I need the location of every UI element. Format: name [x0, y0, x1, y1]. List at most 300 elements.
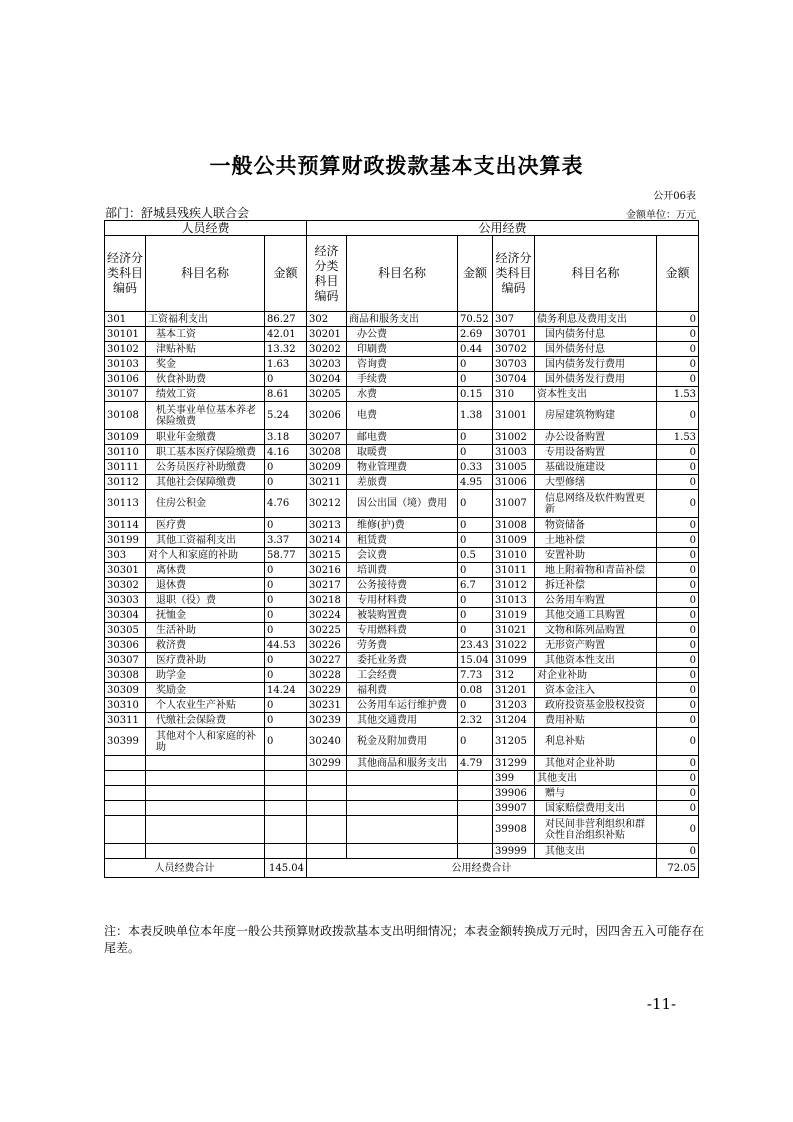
cell-name: 个人农业生产补贴 [146, 698, 265, 713]
table-row [105, 327, 699, 342]
cell-name: 文物和陈列品购置 [535, 623, 657, 638]
table-row [105, 518, 699, 533]
table-row [105, 593, 699, 608]
cell-name: 维修(护)费 [347, 518, 458, 533]
section-header-row [105, 221, 699, 236]
cell-code: 31013 [493, 593, 535, 608]
cell-name: 劳务费 [347, 638, 458, 653]
cell-amount: 0 [657, 771, 699, 786]
cell-name: 房屋建筑物购建 [535, 402, 657, 430]
cell-amount: 23.43 [458, 638, 493, 653]
cell-name: 伙食补助费 [146, 372, 265, 387]
cell-name: 资本性支出 [535, 387, 657, 402]
cell-code: 31201 [493, 683, 535, 698]
cell-code: 30209 [307, 460, 347, 475]
cell-amount: 0 [458, 728, 493, 756]
cell-name: 奖金 [146, 357, 265, 372]
cell-amount: 0 [657, 578, 699, 593]
cell-code: 31204 [493, 713, 535, 728]
cell-code: 31003 [493, 445, 535, 460]
cell-code: 31010 [493, 548, 535, 563]
cell-name: 地上附着物和青苗补偿 [535, 563, 657, 578]
cell-amount: 70.52 [458, 312, 493, 327]
cell-code: 31021 [493, 623, 535, 638]
cell-amount: 2.32 [458, 713, 493, 728]
form-code: 公开06表 [653, 191, 696, 202]
cell-code: 30228 [307, 668, 347, 683]
cell-code [105, 786, 146, 801]
cell-code: 30226 [307, 638, 347, 653]
cell-code: 399 [493, 771, 535, 786]
cell-amount: 5.24 [265, 402, 307, 430]
cell-name: 对个人和家庭的补助 [146, 548, 265, 563]
cell-amount: 0.5 [458, 548, 493, 563]
cell-amount: 0 [657, 638, 699, 653]
cell-amount: 0 [265, 563, 307, 578]
table-row [105, 608, 699, 623]
cell-code: 30399 [105, 728, 146, 756]
cell-code: 30701 [493, 327, 535, 342]
cell-name: 政府投资基金股权投资 [535, 698, 657, 713]
cell-code: 30111 [105, 460, 146, 475]
table-row [105, 713, 699, 728]
cell-code: 30299 [307, 756, 347, 771]
cell-name: 无形资产购置 [535, 638, 657, 653]
cell-name: 差旅费 [347, 475, 458, 490]
cell-amount: 0 [657, 698, 699, 713]
cell-code: 307 [493, 312, 535, 327]
cell-name: 其他社会保障缴费 [146, 475, 265, 490]
cell-code: 30217 [307, 578, 347, 593]
totals-row [105, 859, 699, 878]
cell-amount: 0 [265, 713, 307, 728]
cell-amount: 8.61 [265, 387, 307, 402]
cell-amount: 0 [265, 578, 307, 593]
page-title: 一般公共预算财政拨款基本支出决算表 [209, 153, 584, 178]
table-row [105, 801, 699, 816]
cell-amount [458, 816, 493, 844]
cell-amount: 58.77 [265, 548, 307, 563]
cell-name: 商品和服务支出 [347, 312, 458, 327]
cell-name: 物资储备 [535, 518, 657, 533]
table-row [105, 786, 699, 801]
cell-name: 被装购置费 [347, 608, 458, 623]
cell-name: 因公出国（境）费用 [347, 490, 458, 518]
table-row [105, 698, 699, 713]
cell-amount [265, 756, 307, 771]
cell-name [347, 771, 458, 786]
cell-amount: 0 [458, 430, 493, 445]
cell-amount: 7.73 [458, 668, 493, 683]
cell-name: 物业管理费 [347, 460, 458, 475]
cell-amount: 0 [657, 402, 699, 430]
cell-name [146, 771, 265, 786]
cell-amount: 4.79 [458, 756, 493, 771]
table-row [105, 668, 699, 683]
cell-amount: 0 [657, 518, 699, 533]
cell-amount: 0 [657, 668, 699, 683]
cell-code [105, 801, 146, 816]
cell-code [307, 801, 347, 816]
cell-name [146, 816, 265, 844]
cell-name: 大型修缮 [535, 475, 657, 490]
department-label: 部门：舒城县残疾人联合会 [105, 206, 250, 220]
table-row [105, 312, 699, 327]
cell-name: 公务员医疗补助缴费 [146, 460, 265, 475]
cell-amount: 0 [458, 372, 493, 387]
cell-code: 39907 [493, 801, 535, 816]
header-code: 经济分类科目编码 [307, 236, 347, 312]
cell-name: 国内债务付息 [535, 327, 657, 342]
cell-name: 土地补偿 [535, 533, 657, 548]
table-row [105, 756, 699, 771]
cell-code: 30101 [105, 327, 146, 342]
cell-code: 30304 [105, 608, 146, 623]
cell-amount: 0 [657, 563, 699, 578]
cell-code: 31205 [493, 728, 535, 756]
cell-code: 303 [105, 548, 146, 563]
personnel-total-value: 145.04 [265, 859, 307, 878]
cell-name [146, 786, 265, 801]
cell-code: 30206 [307, 402, 347, 430]
cell-name: 离休费 [146, 563, 265, 578]
cell-code: 30216 [307, 563, 347, 578]
cell-amount: 0 [458, 445, 493, 460]
table-row [105, 342, 699, 357]
cell-name [347, 801, 458, 816]
cell-name: 债务利息及费用支出 [535, 312, 657, 327]
cell-amount: 0 [458, 490, 493, 518]
table-row [105, 475, 699, 490]
cell-name: 其他对个人和家庭的补助 [146, 728, 265, 756]
cell-name: 专用燃料费 [347, 623, 458, 638]
cell-amount: 0 [265, 475, 307, 490]
cell-amount: 2.69 [458, 327, 493, 342]
cell-name: 救济费 [146, 638, 265, 653]
cell-amount: 0 [265, 593, 307, 608]
cell-name [347, 844, 458, 859]
cell-name: 咨询费 [347, 357, 458, 372]
cell-amount: 6.7 [458, 578, 493, 593]
cell-name: 奖励金 [146, 683, 265, 698]
cell-code: 30308 [105, 668, 146, 683]
cell-code: 31012 [493, 578, 535, 593]
cell-name: 医疗费 [146, 518, 265, 533]
cell-amount [265, 844, 307, 859]
cell-name: 专用材料费 [347, 593, 458, 608]
cell-code [307, 786, 347, 801]
cell-code: 30229 [307, 683, 347, 698]
section-personnel: 人员经费 [105, 221, 307, 236]
cell-code: 30311 [105, 713, 146, 728]
cell-name: 助学金 [146, 668, 265, 683]
cell-name: 生活补助 [146, 623, 265, 638]
cell-code: 31002 [493, 430, 535, 445]
cell-code: 30199 [105, 533, 146, 548]
cell-amount: 86.27 [265, 312, 307, 327]
cell-amount: 0 [265, 698, 307, 713]
cell-code: 312 [493, 668, 535, 683]
cell-name: 会议费 [347, 548, 458, 563]
cell-name: 公务用车运行维护费 [347, 698, 458, 713]
cell-name: 邮电费 [347, 430, 458, 445]
header-amount: 金额 [657, 236, 699, 312]
cell-code: 31203 [493, 698, 535, 713]
cell-name: 代缴社会保险费 [146, 713, 265, 728]
cell-code: 31005 [493, 460, 535, 475]
cell-amount: 0 [265, 728, 307, 756]
header-code: 经济分类科目编码 [493, 236, 535, 312]
column-header-row [105, 236, 699, 312]
cell-amount: 0 [458, 563, 493, 578]
cell-amount: 0 [265, 608, 307, 623]
cell-amount: 0 [657, 327, 699, 342]
cell-code [307, 816, 347, 844]
cell-code: 30301 [105, 563, 146, 578]
cell-code: 31001 [493, 402, 535, 430]
cell-code: 30225 [307, 623, 347, 638]
cell-amount: 0 [657, 786, 699, 801]
header-amount: 金额 [265, 236, 307, 312]
cell-name: 退休费 [146, 578, 265, 593]
cell-amount: 0 [657, 342, 699, 357]
cell-amount: 0 [265, 372, 307, 387]
cell-code: 31099 [493, 653, 535, 668]
cell-code: 30306 [105, 638, 146, 653]
cell-code: 30214 [307, 533, 347, 548]
cell-code: 30107 [105, 387, 146, 402]
cell-code: 30212 [307, 490, 347, 518]
cell-amount: 4.95 [458, 475, 493, 490]
cell-name: 电费 [347, 402, 458, 430]
cell-name: 费用补贴 [535, 713, 657, 728]
cell-code: 31007 [493, 490, 535, 518]
table-row [105, 548, 699, 563]
cell-amount: 0 [657, 623, 699, 638]
cell-code: 30239 [307, 713, 347, 728]
cell-name: 资本金注入 [535, 683, 657, 698]
cell-amount: 0 [657, 653, 699, 668]
cell-name: 办公设备购置 [535, 430, 657, 445]
cell-name: 公务接待费 [347, 578, 458, 593]
expenditure-table [104, 220, 699, 878]
cell-name: 租赁费 [347, 533, 458, 548]
cell-amount: 44.53 [265, 638, 307, 653]
header-name: 科目名称 [535, 236, 657, 312]
cell-name: 津贴补贴 [146, 342, 265, 357]
cell-name [347, 816, 458, 844]
cell-amount: 0 [458, 518, 493, 533]
table-row [105, 372, 699, 387]
header-code: 经济分类科目编码 [105, 236, 146, 312]
cell-name: 职业年金缴费 [146, 430, 265, 445]
cell-code: 30201 [307, 327, 347, 342]
cell-name [146, 801, 265, 816]
cell-code: 30110 [105, 445, 146, 460]
cell-amount [458, 786, 493, 801]
section-public: 公用经费 [307, 221, 699, 236]
cell-amount: 0 [657, 844, 699, 859]
cell-amount: 0 [657, 460, 699, 475]
cell-code: 30703 [493, 357, 535, 372]
cell-amount: 3.37 [265, 533, 307, 548]
cell-name: 住房公积金 [146, 490, 265, 518]
cell-code: 31008 [493, 518, 535, 533]
cell-name: 国外债务发行费用 [535, 372, 657, 387]
cell-amount [265, 816, 307, 844]
cell-amount: 4.76 [265, 490, 307, 518]
unit-label: 金额单位：万元 [626, 210, 696, 221]
public-total-value: 72.05 [657, 859, 699, 878]
cell-name: 利息补贴 [535, 728, 657, 756]
cell-code [105, 756, 146, 771]
cell-amount [458, 844, 493, 859]
cell-code: 31299 [493, 756, 535, 771]
cell-code: 30218 [307, 593, 347, 608]
cell-amount: 0 [458, 593, 493, 608]
cell-code: 30106 [105, 372, 146, 387]
cell-amount: 1.38 [458, 402, 493, 430]
cell-amount [265, 786, 307, 801]
cell-name: 职工基本医疗保险缴费 [146, 445, 265, 460]
cell-amount: 0 [657, 445, 699, 460]
cell-name [146, 756, 265, 771]
cell-code [105, 816, 146, 844]
cell-name: 其他交通工具购置 [535, 608, 657, 623]
cell-amount [265, 771, 307, 786]
cell-amount: 4.16 [265, 445, 307, 460]
cell-name [347, 786, 458, 801]
cell-name: 税金及附加费用 [347, 728, 458, 756]
cell-amount: 0 [265, 653, 307, 668]
cell-name: 其他商品和服务支出 [347, 756, 458, 771]
cell-amount: 0 [657, 372, 699, 387]
cell-name: 对企业补助 [535, 668, 657, 683]
cell-code [105, 844, 146, 859]
cell-code [105, 771, 146, 786]
cell-name: 公务用车购置 [535, 593, 657, 608]
cell-name: 绩效工资 [146, 387, 265, 402]
cell-name: 基本工资 [146, 327, 265, 342]
page-number: -11- [646, 995, 677, 1013]
table-row [105, 460, 699, 475]
cell-name: 机关事业单位基本养老保险缴费 [146, 402, 265, 430]
cell-name: 基础设施建设 [535, 460, 657, 475]
cell-code: 30112 [105, 475, 146, 490]
cell-name: 福利费 [347, 683, 458, 698]
cell-name: 其他支出 [535, 844, 657, 859]
cell-amount: 13.32 [265, 342, 307, 357]
cell-amount: 42.01 [265, 327, 307, 342]
cell-code: 30227 [307, 653, 347, 668]
cell-code: 30310 [105, 698, 146, 713]
cell-code: 30303 [105, 593, 146, 608]
cell-name: 拆迁补偿 [535, 578, 657, 593]
cell-code: 30240 [307, 728, 347, 756]
cell-amount: 3.18 [265, 430, 307, 445]
cell-name: 委托业务费 [347, 653, 458, 668]
cell-amount [265, 801, 307, 816]
cell-name: 培训费 [347, 563, 458, 578]
cell-amount: 0 [458, 623, 493, 638]
header-name: 科目名称 [146, 236, 265, 312]
table-row [105, 816, 699, 844]
table-row [105, 623, 699, 638]
cell-code: 30207 [307, 430, 347, 445]
cell-amount: 0 [265, 460, 307, 475]
cell-name: 手续费 [347, 372, 458, 387]
cell-amount [458, 771, 493, 786]
cell-code: 30307 [105, 653, 146, 668]
cell-code: 30113 [105, 490, 146, 518]
table-row [105, 490, 699, 518]
header-name: 科目名称 [347, 236, 458, 312]
cell-amount: 1.63 [265, 357, 307, 372]
cell-amount: 0 [265, 518, 307, 533]
cell-code [307, 844, 347, 859]
cell-code: 39999 [493, 844, 535, 859]
cell-name: 安置补助 [535, 548, 657, 563]
cell-code: 31006 [493, 475, 535, 490]
cell-code: 30213 [307, 518, 347, 533]
table-row [105, 533, 699, 548]
cell-amount: 0.15 [458, 387, 493, 402]
cell-code: 31022 [493, 638, 535, 653]
cell-code: 39908 [493, 816, 535, 844]
cell-amount: 1.53 [657, 387, 699, 402]
cell-code: 30702 [493, 342, 535, 357]
cell-amount: 1.53 [657, 430, 699, 445]
cell-code: 30211 [307, 475, 347, 490]
cell-code: 30215 [307, 548, 347, 563]
table-row [105, 638, 699, 653]
cell-code: 30205 [307, 387, 347, 402]
cell-name: 水费 [347, 387, 458, 402]
cell-code: 30204 [307, 372, 347, 387]
cell-name: 工会经费 [347, 668, 458, 683]
cell-amount: 0 [265, 668, 307, 683]
cell-amount: 0 [657, 312, 699, 327]
header-amount: 金额 [458, 236, 493, 312]
cell-code [307, 771, 347, 786]
cell-name: 信息网络及软件购置更新 [535, 490, 657, 518]
cell-amount: 0 [265, 623, 307, 638]
cell-name: 其他交通费用 [347, 713, 458, 728]
public-total-label: 公用经费合计 [307, 859, 657, 878]
cell-amount: 0 [458, 608, 493, 623]
cell-code: 30202 [307, 342, 347, 357]
cell-name: 其他资本性支出 [535, 653, 657, 668]
table-row [105, 357, 699, 372]
table-row [105, 683, 699, 698]
cell-name: 国家赔偿费用支出 [535, 801, 657, 816]
cell-name: 专用设备购置 [535, 445, 657, 460]
cell-code: 39906 [493, 786, 535, 801]
cell-code: 30704 [493, 372, 535, 387]
cell-amount: 0 [458, 533, 493, 548]
cell-code: 302 [307, 312, 347, 327]
cell-code: 30208 [307, 445, 347, 460]
cell-amount: 0 [657, 816, 699, 844]
cell-code: 31019 [493, 608, 535, 623]
cell-name: 工资福利支出 [146, 312, 265, 327]
cell-name: 其他工资福利支出 [146, 533, 265, 548]
table-row [105, 402, 699, 430]
cell-name: 退职（役）费 [146, 593, 265, 608]
cell-code: 30102 [105, 342, 146, 357]
cell-name: 医疗费补助 [146, 653, 265, 668]
cell-amount: 0 [657, 756, 699, 771]
